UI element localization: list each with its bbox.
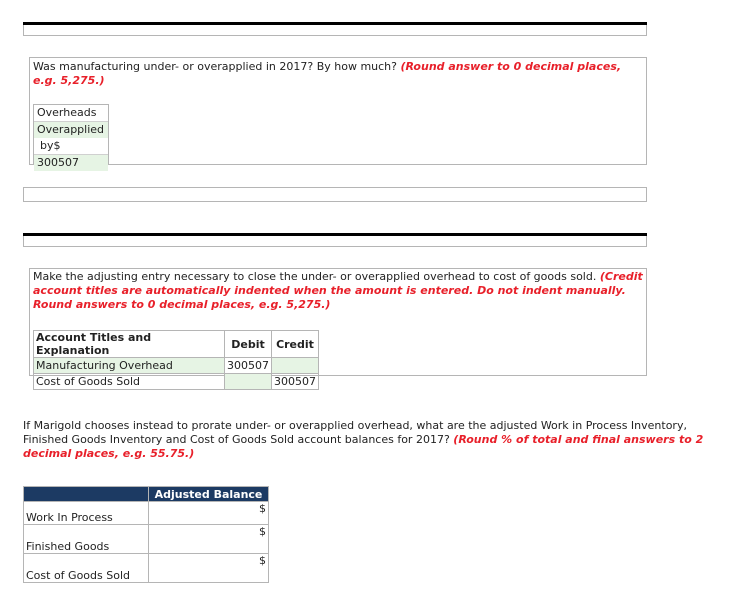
fg-currency: $ (259, 525, 266, 538)
finished-goods-cell (149, 525, 269, 554)
debit-input-1[interactable]: 300507 (225, 358, 272, 374)
by-dollar-label: by$ (40, 139, 61, 152)
adjusted-row-wip (24, 502, 269, 525)
credit-header: Credit (272, 331, 319, 358)
adjusted-row-fg (24, 525, 269, 554)
work-in-process-label: Work In Process (24, 502, 149, 525)
section2-instruction: (Credit account titles are automatically indented when the amount is entered. Do not indent manually. Round answers to 0 decimal places, e.g. 5,275.) (33, 270, 643, 311)
adjusted-header-row (24, 487, 269, 502)
adjusted-header-blank (24, 487, 149, 502)
debit-input-2[interactable] (225, 374, 272, 390)
mid-thick-divider (23, 233, 647, 236)
credit-input-1[interactable] (272, 358, 319, 374)
adjusted-balance-header: Adjusted Balance (149, 487, 269, 502)
section3-instruction: (Round % of total and final answers to 2 decimal places, e.g. 55.75.) (23, 433, 704, 460)
overhead-amount-input[interactable]: 300507 (34, 154, 108, 171)
account-input-2[interactable]: Cost of Goods Sold (34, 374, 225, 390)
top-thick-divider (23, 22, 647, 25)
section2-panel (29, 268, 647, 388)
overheads-answer-box (33, 104, 109, 169)
section1-question: Was manufacturing under- or overapplied in 2017? By how much? (Round answer to 0 decimal places, e.g. 5,275.) (33, 60, 622, 87)
credit-input-2[interactable]: 300507 (272, 374, 319, 390)
account-titles-header: Account Titles and Explanation (34, 331, 225, 358)
debit-header: Debit (225, 331, 272, 358)
wip-currency: $ (259, 502, 266, 515)
cost-of-goods-sold-label: Cost of Goods Sold (24, 554, 149, 583)
cost-of-goods-sold-cell (149, 554, 269, 583)
overapplied-select[interactable]: Overapplied (34, 121, 108, 138)
work-in-process-cell (149, 502, 269, 525)
adjusted-row-cogs (24, 554, 269, 583)
section3-question: If Marigold chooses instead to prorate under- or overapplied overhead, what are the adjusted Work in Process Inventory, Finished Goods Inventory and Cost of Goods Sold account balances for 2017? (Round % of total and final answers to 2 decimal places, e.g. 55.75.) (23, 419, 704, 460)
journal-row-2 (34, 374, 319, 390)
journal-header-row (34, 331, 319, 358)
section2-question: Make the adjusting entry necessary to close the under- or overapplied overhead to cost of goods sold. (Credit account titles are automatically indented when the amount is entered. Do not indent manually. Round answers to 0 decimal places, e.g. 5,275.) (33, 270, 643, 311)
section1-instruction: (Round answer to 0 decimal places, e.g. 5,275.) (33, 60, 622, 87)
overheads-label: Overheads (37, 106, 97, 119)
adjusted-balance-table (23, 486, 269, 583)
account-input-1[interactable]: Manufacturing Overhead (34, 358, 225, 374)
section1-panel (29, 57, 647, 169)
empty-separator-box (23, 187, 647, 202)
journal-row-1 (34, 358, 319, 374)
journal-entry-table (33, 330, 319, 390)
finished-goods-label: Finished Goods (24, 525, 149, 554)
cogs-currency: $ (259, 554, 266, 567)
